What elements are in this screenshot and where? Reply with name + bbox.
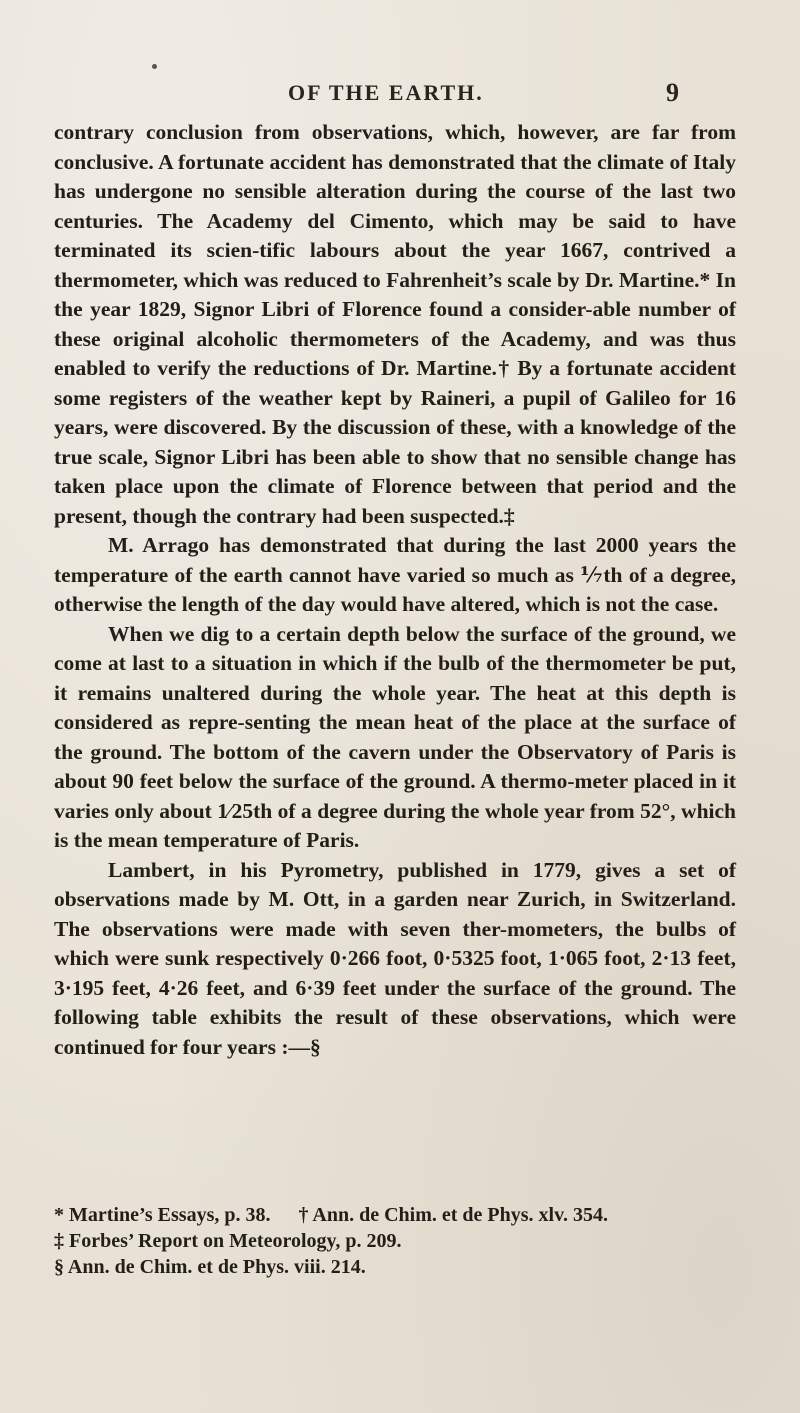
page-number: 9 — [666, 78, 679, 107]
footnote-double-dagger: ‡ Forbes’ Report on Meteorology, p. 209. — [54, 1230, 402, 1252]
footnote-dagger: † Ann. de Chim. et de Phys. xlv. 354. — [298, 1204, 608, 1226]
body-text — [54, 118, 736, 1062]
ink-speck — [152, 64, 157, 69]
footnote-line-1 — [54, 1202, 744, 1228]
paragraph-arrago: M. Arrago has demonstrated that during the last 2000 years the temperature of the earth cannot have varied so much as ⅐th of a degree, otherwise the length of the day would have altered, which is not the case. — [54, 533, 736, 616]
footnote-star: * Martine’s Essays, p. 38. — [54, 1204, 271, 1226]
paragraph-underground-temperature: When we dig to a certain depth below the surface of the ground, we come at last to a situation in which if the bulb of the thermometer be put, it remains unaltered during the whole year. The heat at this depth is considered as repre-senting the mean heat of the place at the surface of the ground. The bottom of the cavern under the Observatory of Paris is about 90 feet below the surface of the ground. A thermo-meter placed in it varies only about 1⁄25th of a degree during the whole year from 52°, which is the mean temperature of Paris. — [54, 621, 736, 852]
paragraph-lambert-observations: Lambert, in his Pyrometry, published in 1779, gives a set of observations made by M. Ott, in a garden near Zurich, in Switzerland. The observations were made with seven ther-mometers, the bulbs of which were sunk respectively 0·266 foot, 0·5325 foot, 1·065 foot, 2·13 feet, 3·195 feet, 4·26 feet, and 6·39 feet under the surface of the ground. The following table exhibits the result of these observations, which were continued for four years :—§ — [54, 857, 736, 1059]
running-head: OF THE EARTH. — [288, 80, 484, 105]
paragraph-italy-climate: contrary conclusion from observations, which, however, are far from conclusive. A fortunate accident has demonstrated that the climate of Italy has undergone no sensible alteration during the course of the last two centuries. The Academy del Cimento, which may be said to have terminated its scien-tific labours about the year 1667, contrived a thermometer, which was reduced to Fahrenheit’s scale by Dr. Martine.* In the year 1829, Signor Libri of Florence found a consider-able number of these original alcoholic thermometers of the Academy, and was thus enabled to verify the reductions of Dr. Martine.† By a fortunate accident some registers of the weather kept by Raineri, a pupil of Galileo for 16 years, were discovered. By the discussion of these, with a knowledge of the true scale, Signor Libri has been able to show that no sensible change has taken place upon the climate of Florence between that period and the present, though the contrary had been suspected.‡ — [54, 120, 736, 528]
footnotes — [54, 1202, 744, 1280]
footnote-section: § Ann. de Chim. et de Phys. viii. 214. — [54, 1256, 366, 1278]
